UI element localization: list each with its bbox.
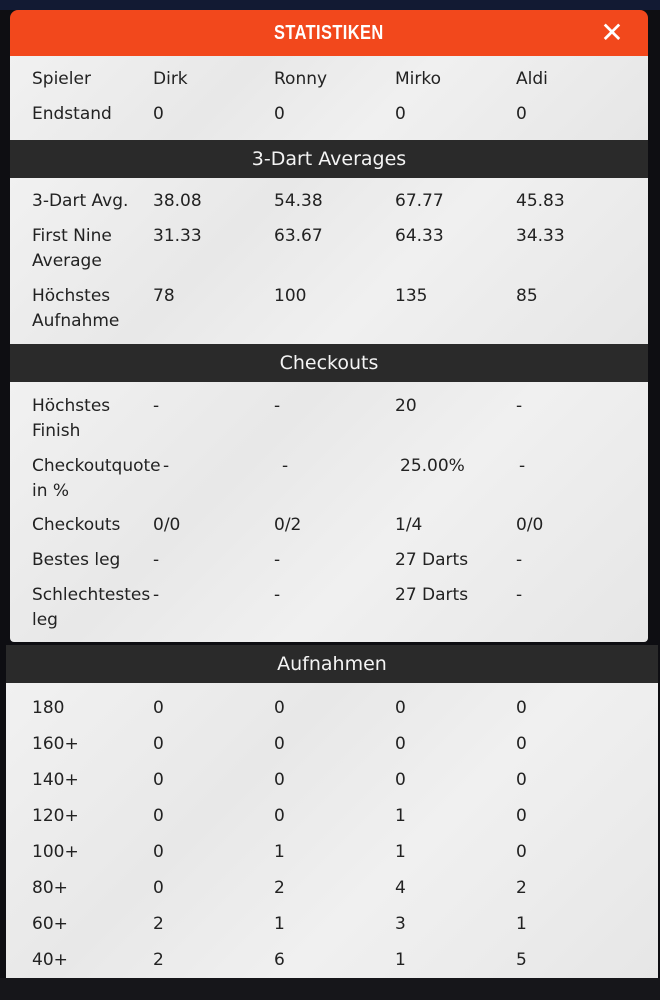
count-value: 1 [516, 914, 527, 934]
stat-label: Checkoutquote in % [32, 456, 161, 501]
endstand-value: 0 [153, 104, 164, 124]
count-value: 0 [395, 698, 406, 718]
stat-value: 45.83 [516, 191, 565, 211]
stat-value: - [274, 396, 281, 416]
count-label: 160+ [32, 734, 79, 754]
count-value: 6 [274, 950, 285, 970]
count-label: 80+ [32, 878, 68, 898]
count-value: 0 [516, 734, 527, 754]
count-label: 120+ [32, 806, 79, 826]
count-value: 0 [274, 698, 285, 718]
aufnahmen-panel [6, 683, 658, 987]
player-name: Dirk [153, 69, 188, 89]
count-value: 0 [395, 734, 406, 754]
stat-value: 31.33 [153, 226, 202, 246]
stat-value: - [274, 585, 281, 605]
stat-value: - [516, 550, 523, 570]
count-value: 1 [395, 806, 406, 826]
count-value: 3 [395, 914, 406, 934]
stat-label: First Nine Average [32, 226, 112, 271]
count-value: 1 [274, 914, 285, 934]
stat-value: 64.33 [395, 226, 444, 246]
stat-value: 85 [516, 286, 538, 306]
count-label: 180 [32, 698, 65, 718]
stat-label: 3-Dart Avg. [32, 191, 129, 211]
count-value: 0 [516, 806, 527, 826]
endstand-row [10, 92, 648, 140]
count-label: 140+ [32, 770, 79, 790]
count-value: 4 [395, 878, 406, 898]
count-value: 0 [153, 770, 164, 790]
stat-value: 25.00% [400, 456, 465, 476]
stat-value: 20 [395, 396, 417, 416]
stat-value: 27 Darts [395, 550, 469, 570]
background-bottom-strip [0, 978, 660, 1000]
stat-value: 135 [395, 286, 428, 306]
stat-value: - [153, 585, 160, 605]
players-label: Spieler [32, 69, 91, 89]
background-top-strip [0, 0, 660, 10]
players-panel [10, 56, 648, 140]
stat-value: - [282, 456, 289, 476]
count-value: 0 [153, 734, 164, 754]
count-value: 1 [395, 950, 406, 970]
modal-title: STATISTIKEN [274, 21, 384, 44]
count-value: 0 [516, 698, 527, 718]
stat-value: 100 [274, 286, 307, 306]
stat-label: Checkouts [32, 515, 121, 535]
count-value: 2 [516, 878, 527, 898]
endstand-value: 0 [516, 104, 527, 124]
count-value: 0 [274, 806, 285, 826]
stat-label: Bestes leg [32, 550, 121, 570]
players-row [10, 56, 648, 92]
player-name: Aldi [516, 69, 548, 89]
checkouts-section-title: Checkouts [10, 344, 648, 382]
stat-value: 78 [153, 286, 175, 306]
close-icon[interactable]: ✕ [600, 16, 624, 49]
stat-value: - [519, 456, 526, 476]
count-value: 2 [153, 914, 164, 934]
stat-value: 27 Darts [395, 585, 469, 605]
count-value: 2 [274, 878, 285, 898]
count-value: 0 [274, 770, 285, 790]
stat-value: 0/2 [274, 515, 302, 535]
stat-label: Höchstes Aufnahme [32, 286, 120, 331]
count-value: 0 [153, 698, 164, 718]
stat-value: - [274, 550, 281, 570]
stat-value: 67.77 [395, 191, 444, 211]
stat-value: - [163, 456, 170, 476]
count-value: 1 [274, 842, 285, 862]
modal-header [10, 10, 648, 56]
stat-value: 1/4 [395, 515, 423, 535]
count-value: 0 [153, 878, 164, 898]
stat-value: - [153, 396, 160, 416]
stat-value: 34.33 [516, 226, 565, 246]
count-value: 0 [153, 842, 164, 862]
endstand-label: Endstand [32, 104, 112, 124]
count-value: 0 [516, 770, 527, 790]
count-value: 5 [516, 950, 527, 970]
count-value: 2 [153, 950, 164, 970]
stat-value: 54.38 [274, 191, 323, 211]
statistics-modal [10, 10, 648, 642]
count-label: 40+ [32, 950, 68, 970]
checkouts-panel [10, 382, 648, 642]
aufnahmen-section-title: Aufnahmen [6, 645, 658, 683]
stat-value: 0/0 [516, 515, 544, 535]
endstand-value: 0 [395, 104, 406, 124]
stat-label: Höchstes Finish [32, 396, 111, 441]
count-label: 100+ [32, 842, 79, 862]
count-value: 0 [274, 734, 285, 754]
count-value: 0 [516, 842, 527, 862]
stat-value: - [516, 396, 523, 416]
stat-value: - [516, 585, 523, 605]
stat-value: - [153, 550, 160, 570]
player-name: Ronny [274, 69, 328, 89]
stat-value: 0/0 [153, 515, 181, 535]
stat-value: 38.08 [153, 191, 202, 211]
averages-section-title: 3-Dart Averages [10, 140, 648, 178]
endstand-value: 0 [274, 104, 285, 124]
count-value: 0 [153, 806, 164, 826]
stat-value: 63.67 [274, 226, 323, 246]
player-name: Mirko [395, 69, 442, 89]
count-value: 0 [395, 770, 406, 790]
stat-label: Schlechtestes leg [32, 585, 151, 630]
count-label: 60+ [32, 914, 68, 934]
averages-panel [10, 178, 648, 344]
aufnahmen-panel-wrapper [6, 645, 658, 987]
count-value: 1 [395, 842, 406, 862]
